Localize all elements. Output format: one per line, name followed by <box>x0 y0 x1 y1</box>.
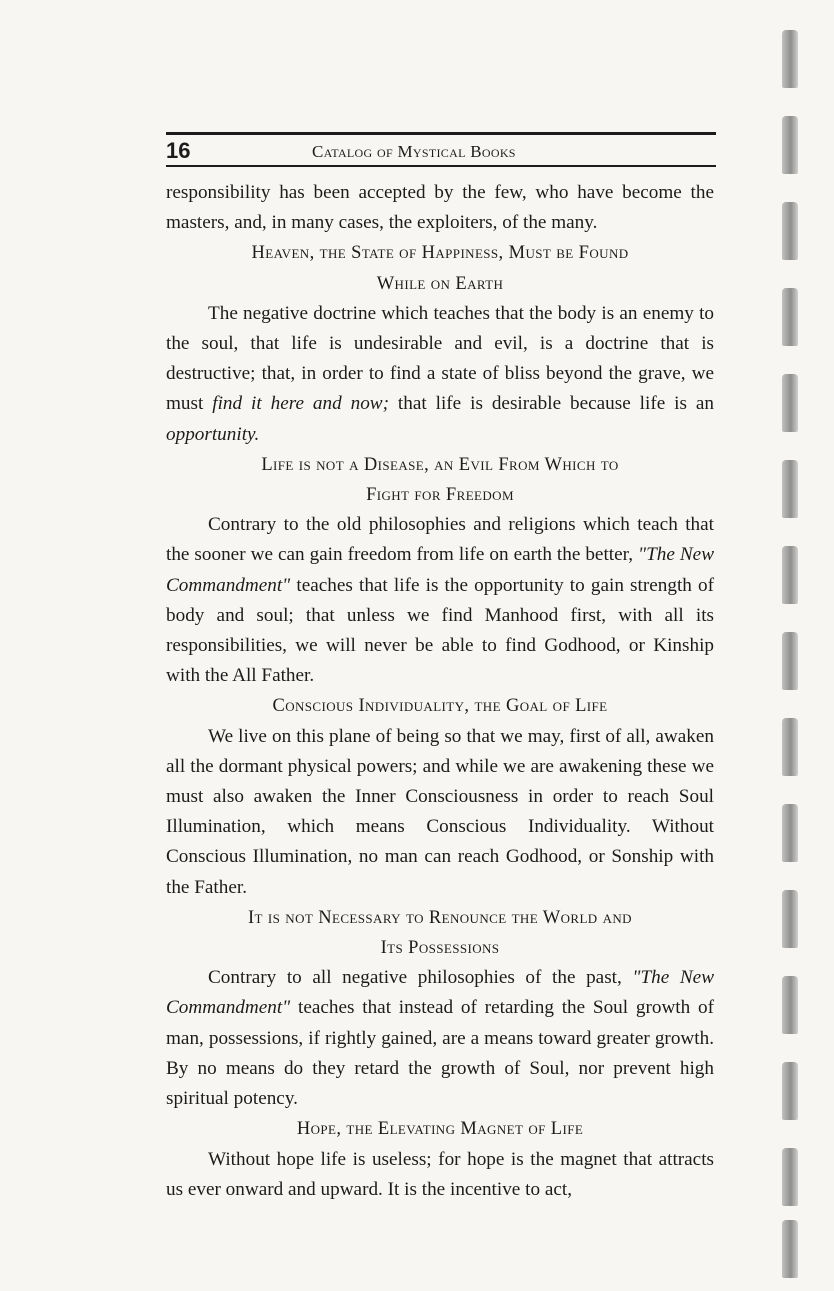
binding-tab <box>782 718 798 776</box>
heading-line: Its Possessions <box>380 938 500 959</box>
emphasis-text: find it here and now; <box>212 393 389 415</box>
binding-tab <box>782 546 798 604</box>
heading-line: While on Earth <box>376 273 504 294</box>
binding-tab <box>782 1148 798 1206</box>
binding-tab <box>782 1220 798 1278</box>
binding-tabs <box>782 30 822 1280</box>
text-run: that life is desirable because life is an <box>389 393 714 415</box>
text-run: teaches that life is the opportunity to gain strength of body and soul; that unless we find Manhood first, with all its responsibilities, we will never be able to find Godhood, or Kinship with the All Father. <box>166 574 714 687</box>
page-header <box>166 132 716 168</box>
binding-tab <box>782 202 798 260</box>
section-heading-life-not-disease <box>166 450 714 510</box>
binding-tab <box>782 1062 798 1120</box>
binding-tab <box>782 804 798 862</box>
text-run: Contrary to the old philosophies and religions which teach that the sooner we can gain freedom from life on earth the better, <box>166 514 714 566</box>
paragraph-negative-doctrine <box>166 299 714 450</box>
header-rule-top <box>166 132 716 135</box>
text-run: Contrary to all negative philosophies of the past, <box>208 967 633 989</box>
paragraph-possessions <box>166 963 714 1114</box>
paragraph-hope: Without hope life is useless; for hope is the magnet that attracts us ever onward and upward. It is the incentive to act, <box>166 1148 714 1200</box>
page-number: 16 <box>166 138 191 163</box>
binding-tab <box>782 976 798 1034</box>
text-run: teaches that instead of retarding the Soul growth of man, possessions, if rightly gained, are a means toward greater growth. By no means do they retard the growth of Soul, nor prevent high spiritual potency. <box>166 997 714 1110</box>
text-run: The negative doctrine which teaches that the body is an enemy to the soul, that life is undesirable and evil, is a doctrine that is destructive; that, in order to find a state of bliss beyond the grave, we must <box>166 302 714 415</box>
binding-tab <box>782 890 798 948</box>
section-heading-renounce-world <box>166 903 714 963</box>
binding-tab <box>782 116 798 174</box>
binding-tab <box>782 30 798 88</box>
binding-tab <box>782 460 798 518</box>
binding-tab <box>782 632 798 690</box>
header-rule-bottom <box>166 165 716 167</box>
paragraph-old-philosophies <box>166 510 714 691</box>
paragraph-continued: responsibility has been accepted by the few, who have become the masters, and, in many cases, the exploiters, of the many. <box>166 182 714 234</box>
binding-tab <box>782 288 798 346</box>
section-heading-hope: Hope, the Elevating Magnet of Life <box>296 1119 584 1140</box>
emphasis-text: "The New Commandment" <box>166 544 714 596</box>
binding-tab <box>782 374 798 432</box>
heading-line: Heaven, the State of Happiness, Must be Found <box>251 243 629 264</box>
page-body <box>166 178 714 1205</box>
emphasis-text: "The New Commandment" <box>166 967 714 1019</box>
section-heading-heaven <box>166 238 714 298</box>
heading-line: It is not Necessary to Renounce the World and <box>248 907 632 928</box>
emphasis-text: opportunity. <box>166 423 260 445</box>
running-title: Catalog of Mystical Books <box>312 142 516 161</box>
paragraph-plane-of-being: We live on this plane of being so that we may, first of all, awaken all the dormant physical powers; and while we are awakening these we must also awaken the Inner Consciousness in order to reach Soul Illumination, which means Conscious Individuality. Without Conscious Illumination, no man can reach Godhood, or Sonship with the Father. <box>166 725 714 898</box>
heading-line: Life is not a Disease, an Evil From Which to <box>261 454 619 475</box>
section-heading-conscious-individuality: Conscious Individuality, the Goal of Life <box>272 696 608 717</box>
heading-line: Fight for Freedom <box>366 485 514 506</box>
